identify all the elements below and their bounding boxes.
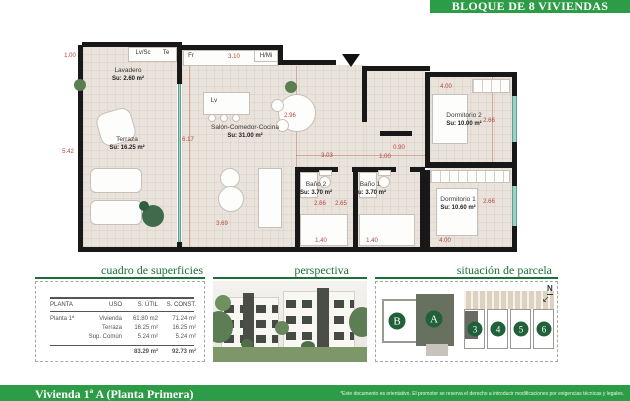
fixture-label-fr: Fr [188,53,194,59]
dimension-label: 2.66 [483,118,495,124]
room-label: Salón-Comedor-Cocina [211,123,279,131]
north-label: N [547,284,553,293]
dimension-label: 3.10 [228,54,240,60]
room-label: Dormitorio 2 [446,111,482,119]
dimension-label: 0.90 [393,145,405,151]
cell-planta [50,325,86,331]
table-total-row [50,345,194,355]
dimension-label: 6.17 [182,137,194,143]
fixture-label-hmi: H/Mi [259,53,273,59]
dimension-label: 3.03 [321,153,333,159]
dimension-label: 5.42 [62,149,74,155]
cell-uso: Sup. Común [88,334,122,340]
room-label: Dormitorio 1 [440,195,476,203]
block-a-annex [426,344,448,356]
armchair [218,186,244,212]
cell-planta: Planta 1ª [50,316,75,322]
cell-planta [50,334,86,340]
sun-lounger [90,200,142,225]
wardrobe [430,170,510,183]
plot-badge: 4 [491,322,506,337]
window-glass [178,84,181,242]
wall [353,170,358,252]
palm-tree [139,201,149,211]
dimension-label: 1.00 [64,53,76,59]
window-glass [512,186,517,226]
table-row [50,314,194,323]
plant [285,81,297,93]
dimension-label: 2.66 [483,199,495,205]
col-header-const: S. CONST. [166,302,196,308]
perspective-render [213,281,367,362]
section-heading-superficies: cuadro de superficies [101,263,203,277]
chair [232,114,240,122]
tree [215,295,231,311]
section-rule [213,277,367,279]
dimension-line [296,155,430,156]
dimension-label: 2.65 [335,201,347,207]
building-accent [317,288,329,349]
north-arrow-icon: ↙ [542,294,550,304]
section-rule [35,277,205,279]
chair [271,99,284,112]
room-area: Su: 31.00 m² [227,133,263,139]
cell-const: 5.24 m² [175,334,196,340]
total-const: 92.73 m² [171,349,196,355]
section-heading-perspectiva: perspectiva [294,263,349,277]
dimension-label: 2.96 [284,113,296,119]
room-area: Su: 3.70 m² [353,190,387,196]
dimension-label: 4.00 [439,238,451,244]
wall [362,66,367,122]
plant [74,79,86,91]
section-heading-parcela: situación de parcela [456,263,552,277]
window-glass [512,96,517,142]
entrance-arrow-icon [342,54,360,67]
room-label: Baño 2 [305,180,327,188]
col-header-util: S. ÚTIL [137,302,158,308]
plots-road [464,291,554,309]
cell-util: 5.24 m² [137,334,158,340]
room-area: Su: 3.70 m² [299,190,333,196]
room-area: Su: 10.00 m² [446,121,482,127]
chair [220,114,228,122]
wall [430,72,517,77]
wall [425,72,430,167]
wall [78,45,83,252]
section-rule [375,277,558,279]
room-area: Su: 16.25 m² [109,145,145,151]
dimension-line [189,50,190,247]
cell-const: 16.25 m² [172,325,196,331]
room-area: Su: 10.60 m² [440,205,476,211]
room-label: Baño 1 [359,180,381,188]
plot-badge: 3 [468,322,483,337]
superficies-box [35,281,205,362]
wall [177,242,182,250]
dimension-label: 4.00 [440,84,452,90]
block-title: BLOQUE DE 8 VIVIENDAS [451,0,609,13]
cell-uso: Terraza [101,325,122,331]
col-header-planta: PLANTA [50,302,73,308]
table-row [50,332,194,341]
fixture-label-lvsc: Lv/Sc [135,50,151,56]
dimension-label: 1.00 [379,154,391,160]
dimension-label: 1.40 [366,238,378,244]
cell-const: 71.24 m² [172,316,196,322]
tree [275,321,289,335]
block-a-badge: A [426,311,443,328]
fixture-label-lv: Lv [210,98,218,104]
table-row [50,323,194,332]
block-title-bar [430,0,630,13]
footer-bar [0,385,630,401]
parcela-box [375,281,558,362]
sun-lounger [90,168,142,193]
room-label: Terraza [116,135,138,143]
dimension-label: 3.69 [216,221,228,227]
cell-util: 16.25 m² [134,325,158,331]
wardrobe [472,79,510,93]
unit-title: Vivienda 1ª A (Planta Primera) [35,387,194,401]
cell-uso: Vivienda [99,316,122,322]
wall [425,162,517,168]
plot-badge: 6 [537,322,552,337]
sofa [258,168,282,228]
block-b-badge: B [389,313,406,330]
wall [366,66,430,71]
dimension-label: 2.66 [314,201,326,207]
wall [380,131,412,136]
fixture-label-te: Te [162,50,170,56]
chair [208,114,216,122]
total-util: 83.29 m² [133,349,158,355]
dimension-label: 1.40 [315,238,327,244]
wall [278,60,336,65]
col-header-uso: USO [108,302,122,308]
side-table [220,168,240,188]
grass [213,347,367,362]
plot-badge: 5 [514,322,529,337]
cell-util: 61.80 m2 [132,316,158,322]
wall [420,170,430,252]
disclaimer-text: *Este documento es orientativo. El promotor se reserva el derecho a introducir modificaciones por exigencias técnicas y legales. [340,391,624,397]
room-label: Lavadero [114,66,142,74]
room-area: Su: 2.60 m² [111,76,145,82]
surface-table [50,297,194,355]
